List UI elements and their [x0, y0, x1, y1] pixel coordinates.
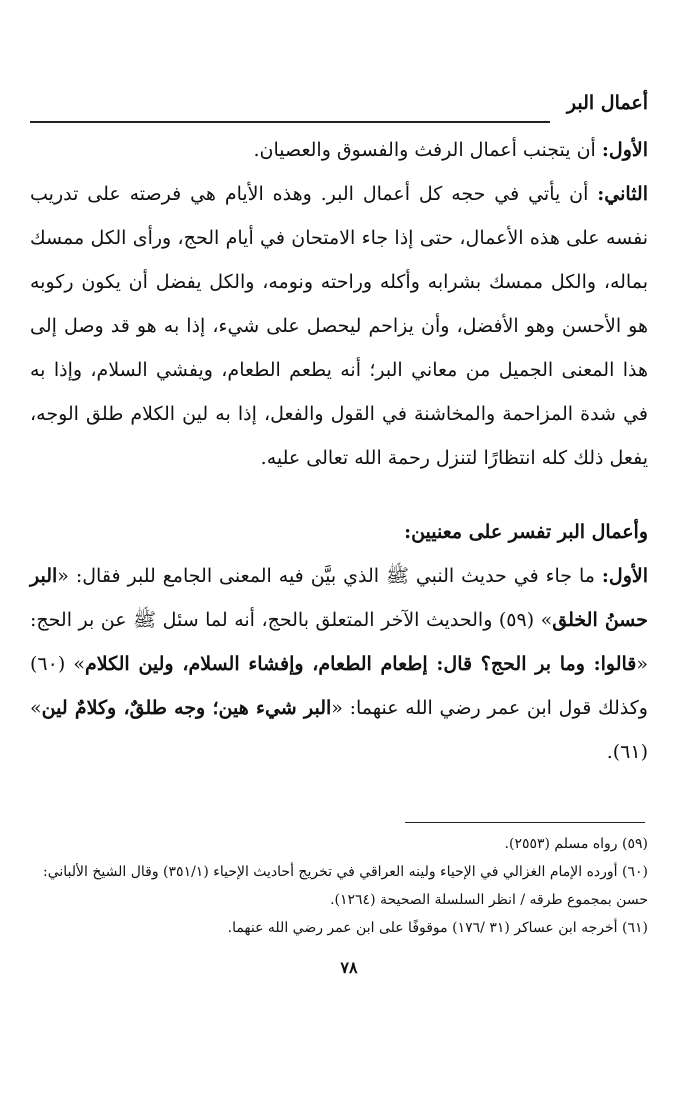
- footnotes: [30, 830, 648, 942]
- paragraph-text: أن يأتي في حجه كل أعمال البر. وهذه الأيام هي فرصته على تدريب نفسه على هذه الأعمال، حتى إذا جاء الامتحان في أيام الحج، ورأى الكل ممسك بماله، والكل ممسك بشرابه وأكله وراحته ونومه، والكل يفضل أن يكون ركوبه هو الأحسن وهو الأفضل، وأن يزاحم ليحصل على شيء، إذا به هو قد وصل إلى هذا المعنى الجميل من معاني البر؛ أنه يطعم الطعام، ويفشي السلام، وإذا به في شدة المزاحمة والمخاشنة في القول والفعل، إذا به لين الكلام طلق الوجه، يفعل ذلك كله انتظارًا لتنزل رحمة الله تعالى عليه.: [30, 183, 648, 469]
- header-rule: [30, 121, 550, 123]
- paragraph-text: أن يتجنب أعمال الرفث والفسوق والعصيان.: [253, 139, 602, 161]
- paragraph-label: الأول:: [601, 565, 648, 587]
- main-text: [30, 128, 648, 774]
- hadith-quote: قالوا: وما بر الحج؟ قال: إطعام الطعام، وإفشاء السلام، ولين الكلام: [85, 653, 637, 675]
- page-number: ٧٨: [340, 958, 358, 977]
- paragraph-text: » (٥٩) والحديث الآخر المتعلق بالحج، أنه لما سئل ﷺ عن بر الحج: «: [30, 609, 649, 675]
- paragraph-third: [30, 554, 648, 774]
- athar-quote: البر شيء هين؛ وجه طلقٌ، وكلامٌ لين: [41, 697, 332, 719]
- paragraph-text: » (٦١).: [30, 697, 648, 763]
- running-header: أعمال البر: [566, 92, 648, 114]
- footnote-60: (٦٠) أورده الإمام الغزالي في الإحياء ولينه العراقي في تخريج أحاديث الإحياء (٣٥١/١) وقال الشيخ الألباني: حسن بمجموع طرقه / انظر السلسلة الصحيحة (١٢٦٤).: [43, 864, 648, 908]
- footnote-rule: [405, 822, 645, 823]
- paragraph-text: ما جاء في حديث النبي ﷺ الذي بيَّن فيه المعنى الجامع للبر فقال: «: [57, 565, 602, 587]
- section-heading: وأعمال البر تفسر على معنيين:: [404, 521, 648, 543]
- paragraph-text: » (٦٠) وكذلك قول ابن عمر رضي الله عنهما: «: [30, 653, 648, 719]
- footnote-59: (٥٩) رواه مسلم (٢٥٥٣).: [504, 836, 648, 852]
- paragraph-label: الأول:: [601, 139, 648, 161]
- paragraph-first: [30, 128, 648, 172]
- paragraph-second: [30, 172, 648, 480]
- paragraph-label: الثاني:: [597, 183, 648, 205]
- footnote-61: (٦١) أخرجه ابن عساكر (٣١ /١٧٦) موقوفًا على ابن عمر رضي الله عنهما.: [227, 920, 648, 936]
- spacer: [30, 480, 648, 510]
- hadith-quote: البر حسنُ الخلق: [30, 565, 648, 631]
